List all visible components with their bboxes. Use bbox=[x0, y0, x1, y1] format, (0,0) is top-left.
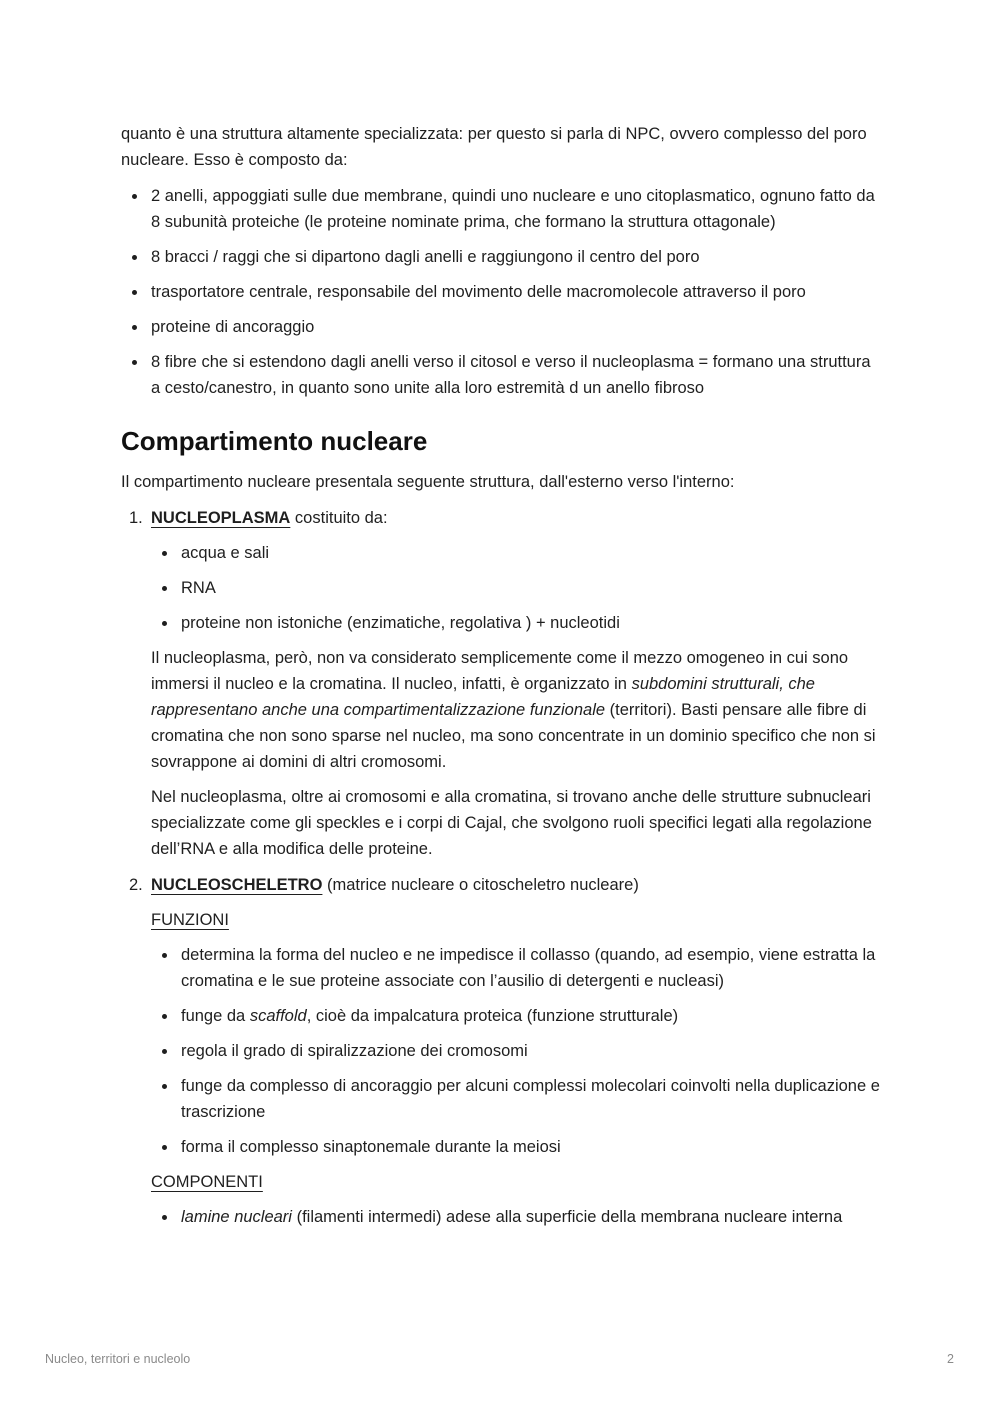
list-item: acqua e sali bbox=[181, 540, 883, 566]
list-item: 2 anelli, appoggiati sulle due membrane, quindi uno nucleare e uno citoplasmatico, ognuno fatto da 8 subunità proteiche (le proteine nominate prima, che formano la struttura ottagonale) bbox=[151, 183, 883, 235]
list-item: 8 bracci / raggi che si dipartono dagli anelli e raggiungono il centro del poro bbox=[151, 244, 883, 270]
section-heading: Compartimento nucleare bbox=[121, 426, 428, 456]
nucleoplasma-list bbox=[151, 540, 883, 636]
text-span: funge da bbox=[181, 1007, 250, 1025]
list-item: forma il complesso sinaptonemale durante la meiosi bbox=[181, 1134, 883, 1160]
text-span: (filamenti intermedi) adese alla superficie della membrana nucleare interna bbox=[291, 1208, 843, 1226]
componenti-label-row bbox=[151, 1169, 883, 1195]
footer-title: Nucleo, territori e nucleolo bbox=[45, 1352, 191, 1366]
list-item: proteine non istoniche (enzimatiche, regolativa ) + nucleotidi bbox=[181, 610, 883, 636]
text-span: Il nucleoplasma, però, non va considerato semplicemente come il mezzo omogeneo in cui sono immersi il nucleo e la cromatina. Il nucleo, infatti, è organizzato in bbox=[151, 649, 849, 693]
funzioni-label: FUNZIONI bbox=[151, 911, 229, 929]
intro-paragraph: quanto è una struttura altamente specializzata: per questo si parla di NPC, ovvero complesso del poro nucleare. Esso è composto da: bbox=[121, 125, 867, 169]
list-item: trasportatore centrale, responsabile del movimento delle macromolecole attraverso il poro bbox=[151, 279, 883, 305]
list-item: funge da complesso di ancoraggio per alcuni complessi molecolari coinvolti nella duplicazione e trascrizione bbox=[181, 1073, 883, 1125]
section-intro: Il compartimento nucleare presentala seguente struttura, dall'esterno verso l'interno: bbox=[121, 473, 735, 491]
list-item: RNA bbox=[181, 575, 883, 601]
page-number: 2 bbox=[947, 1352, 954, 1366]
list-item: regola il grado di spiralizzazione dei cromosomi bbox=[181, 1038, 883, 1064]
list-item: 8 fibre che si estendono dagli anelli verso il citosol e verso il nucleoplasma = formano una struttura a cesto/canestro, in quanto sono unite alla loro estremità d un anello fibroso bbox=[151, 349, 883, 401]
structure-list bbox=[121, 505, 883, 1230]
nucleoplasma-paragraph-2: Nel nucleoplasma, oltre ai cromosomi e alla cromatina, si trovano anche delle strutture subnucleari specializzate come gli speckles e i corpi di Cajal, che svolgono ruoli specifici legati alla regolazione dell’RNA e alla modifica delle proteine. bbox=[151, 788, 872, 858]
nucleoplasma-paragraph bbox=[151, 645, 883, 775]
funzioni-list bbox=[151, 942, 883, 1160]
list-number: 1. bbox=[129, 509, 143, 527]
emphasis-text: subdomini strutturali, che rappresentano anche una compartimentalizzazione funzionale bbox=[151, 675, 815, 719]
text-span: , cioè da impalcatura proteica (funzione strutturale) bbox=[306, 1007, 679, 1025]
componenti-list bbox=[151, 1204, 883, 1230]
term-nucleoscheletro: NUCLEOSCHELETRO bbox=[151, 876, 323, 894]
item-heading bbox=[151, 872, 883, 898]
componenti-label: COMPONENTI bbox=[151, 1173, 263, 1191]
list-item: proteine di ancoraggio bbox=[151, 314, 883, 340]
term-nucleoplasma: NUCLEOPLASMA bbox=[151, 509, 291, 527]
list-item-nucleoplasma bbox=[129, 505, 883, 862]
npc-components-list bbox=[121, 183, 883, 401]
text-span: (territori). Basti pensare alle fibre di cromatina che non sono sparse nel nucleo, ma sono concentrate in un dominio specifico che non si sovrappone ai domini di altri cromosomi. bbox=[151, 701, 876, 771]
list-item: determina la forma del nucleo e ne impedisce il collasso (quando, ad esempio, viene estratta la cromatina e le sue proteine associate con l’ausilio di detergenti e nucleasi) bbox=[181, 942, 883, 994]
list-item bbox=[181, 1204, 883, 1230]
list-item bbox=[181, 1003, 883, 1029]
emphasis-text: scaffold bbox=[249, 1007, 307, 1025]
page-content bbox=[121, 121, 883, 1240]
term-description: costituito da: bbox=[290, 509, 388, 527]
term-description: (matrice nucleare o citoscheletro nucleare) bbox=[322, 876, 639, 894]
list-item-nucleoscheletro bbox=[129, 872, 883, 1230]
funzioni-label-row bbox=[151, 907, 883, 933]
item-heading bbox=[151, 505, 883, 531]
list-number: 2. bbox=[129, 876, 143, 894]
emphasis-text: lamine nucleari bbox=[181, 1208, 292, 1226]
